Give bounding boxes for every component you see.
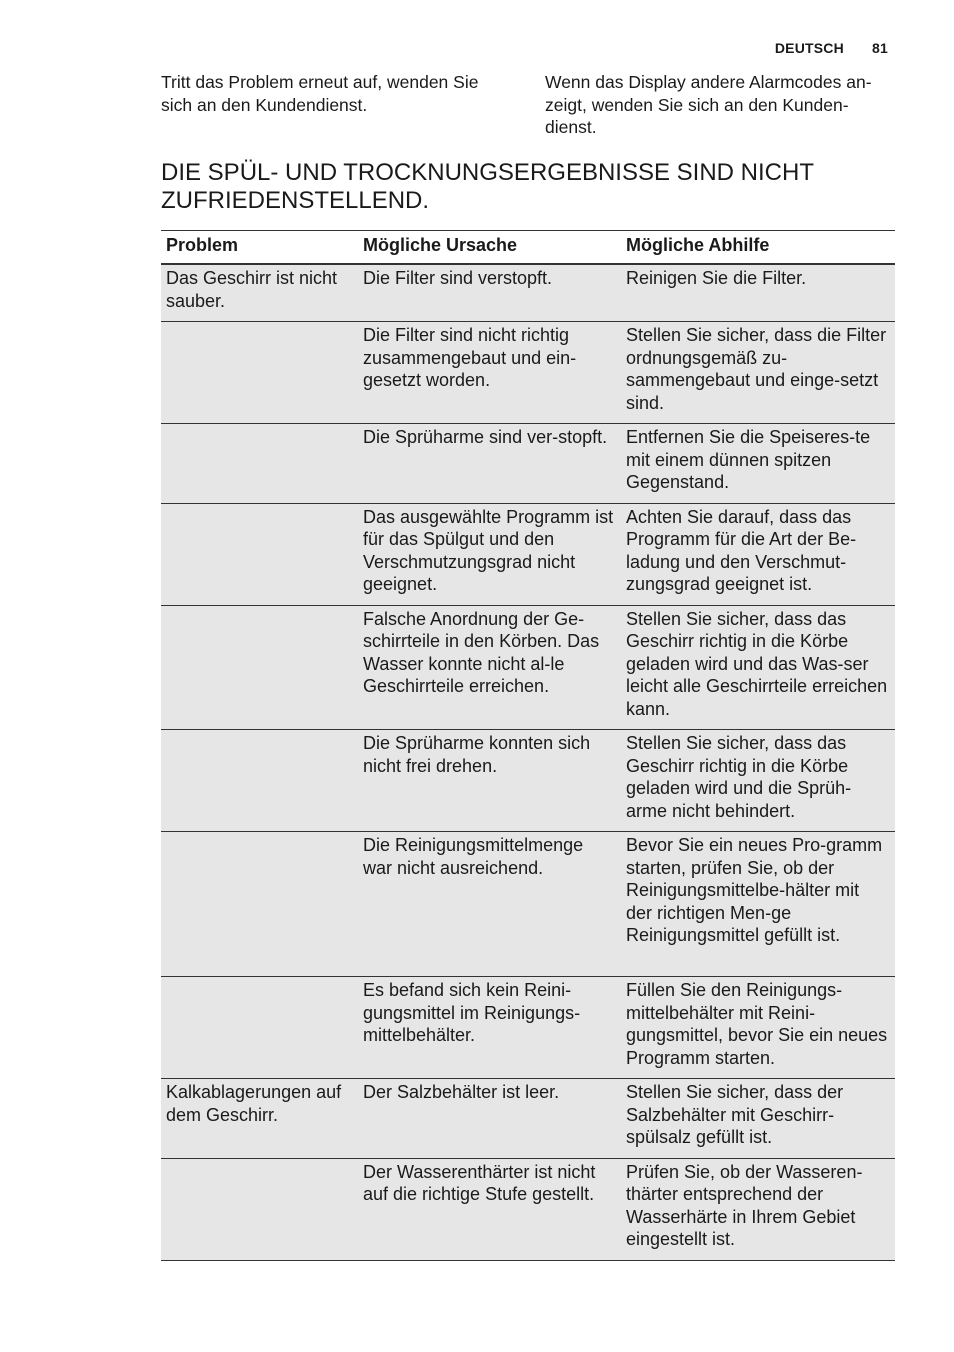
intro-left-text: Tritt das Problem erneut auf, wenden Sie sich an den Kundendienst.: [161, 72, 479, 115]
section-title: DIE SPÜL- UND TROCKNUNGSERGEBNISSE SIND NICHT ZUFRIEDENSTELLEND.: [161, 159, 814, 214]
cause-cell: Der Salzbehälter ist leer.: [358, 1079, 621, 1159]
header-cause: Mögliche Ursache: [358, 231, 621, 265]
cause-cell: Das ausgewählte Programm ist für das Spülgut und den Verschmutzungsgrad nicht geeignet.: [358, 503, 621, 605]
problem-cell: [161, 605, 358, 730]
remedy-cell: Stellen Sie sicher, dass das Geschirr richtig in die Körbe geladen wird und die Sprüh-arme nicht behindert.: [621, 730, 895, 832]
remedy-cell: Füllen Sie den Reinigungs-mittelbehälter mit Reini-gungsmittel, bevor Sie ein neues Programm starten.: [621, 977, 895, 1079]
remedy-cell: Achten Sie darauf, dass das Programm für die Art der Be-ladung und den Verschmut-zungsgrad geeignet ist.: [621, 503, 895, 605]
cause-cell: Die Reinigungsmittelmenge war nicht ausreichend.: [358, 832, 621, 977]
remedy-cell: Bevor Sie ein neues Pro-gramm starten, prüfen Sie, ob der Reinigungsmittelbe-hälter mit der richtigen Men-ge Reinigungsmittel gefüllt ist.: [621, 832, 895, 977]
remedy-cell: Stellen Sie sicher, dass das Geschirr richtig in die Körbe geladen wird und das Was-ser leicht alle Geschirrteile erreichen kann.: [621, 605, 895, 730]
table-row: [161, 1079, 895, 1159]
cause-cell: Es befand sich kein Reini-gungsmittel im Reinigungs-mittelbehälter.: [358, 977, 621, 1079]
cause-cell: Die Filter sind verstopft.: [358, 264, 621, 322]
problem-cell: [161, 832, 358, 977]
intro-columns: [161, 71, 895, 139]
troubleshooting-table: [161, 230, 895, 1261]
table-row: [161, 322, 895, 424]
problem-cell: [161, 977, 358, 1079]
remedy-cell: Prüfen Sie, ob der Wasseren-thärter entsprechend der Wasserhärte in Ihrem Gebiet eingestellt ist.: [621, 1158, 895, 1260]
table-row: [161, 832, 895, 977]
problem-cell: [161, 322, 358, 424]
cause-cell: Die Sprüharme konnten sich nicht frei drehen.: [358, 730, 621, 832]
problem-cell: [161, 730, 358, 832]
table-row: [161, 503, 895, 605]
table-row: [161, 977, 895, 1079]
problem-cell: Kalkablagerungen auf dem Geschirr.: [161, 1079, 358, 1159]
remedy-cell: Reinigen Sie die Filter.: [621, 264, 895, 322]
table-row: [161, 1158, 895, 1260]
problem-cell: [161, 1158, 358, 1260]
problem-cell: Das Geschirr ist nicht sauber.: [161, 264, 358, 322]
page-number: 81: [872, 40, 888, 56]
cause-cell: Falsche Anordnung der Ge-schirrteile in den Körben. Das Wasser konnte nicht al-le Geschirrteile erreichen.: [358, 605, 621, 730]
remedy-cell: Stellen Sie sicher, dass der Salzbehälter mit Geschirr-spülsalz gefüllt ist.: [621, 1079, 895, 1159]
remedy-cell: Stellen Sie sicher, dass die Filter ordnungsgemäß zu-sammengebaut und einge-setzt sind.: [621, 322, 895, 424]
table-header-row: [161, 231, 895, 265]
remedy-cell: Entfernen Sie die Speiseres-te mit einem dünnen spitzen Gegenstand.: [621, 424, 895, 504]
cause-cell: Die Sprüharme sind ver-stopft.: [358, 424, 621, 504]
table-row: [161, 605, 895, 730]
page-header: [775, 40, 888, 56]
problem-cell: [161, 503, 358, 605]
table-row: [161, 730, 895, 832]
header-problem: Problem: [161, 231, 358, 265]
language-label: DEUTSCH: [774, 40, 844, 56]
header-remedy: Mögliche Abhilfe: [621, 231, 895, 265]
table-row: [161, 424, 895, 504]
table-row: [161, 264, 895, 322]
cause-cell: Die Filter sind nicht richtig zusammengebaut und ein-gesetzt worden.: [358, 322, 621, 424]
cause-cell: Der Wasserenthärter ist nicht auf die richtige Stufe gestellt.: [358, 1158, 621, 1260]
problem-cell: [161, 424, 358, 504]
intro-right-text: Wenn das Display andere Alarmcodes an-zeigt, wenden Sie sich an den Kunden-dienst.: [545, 72, 872, 137]
